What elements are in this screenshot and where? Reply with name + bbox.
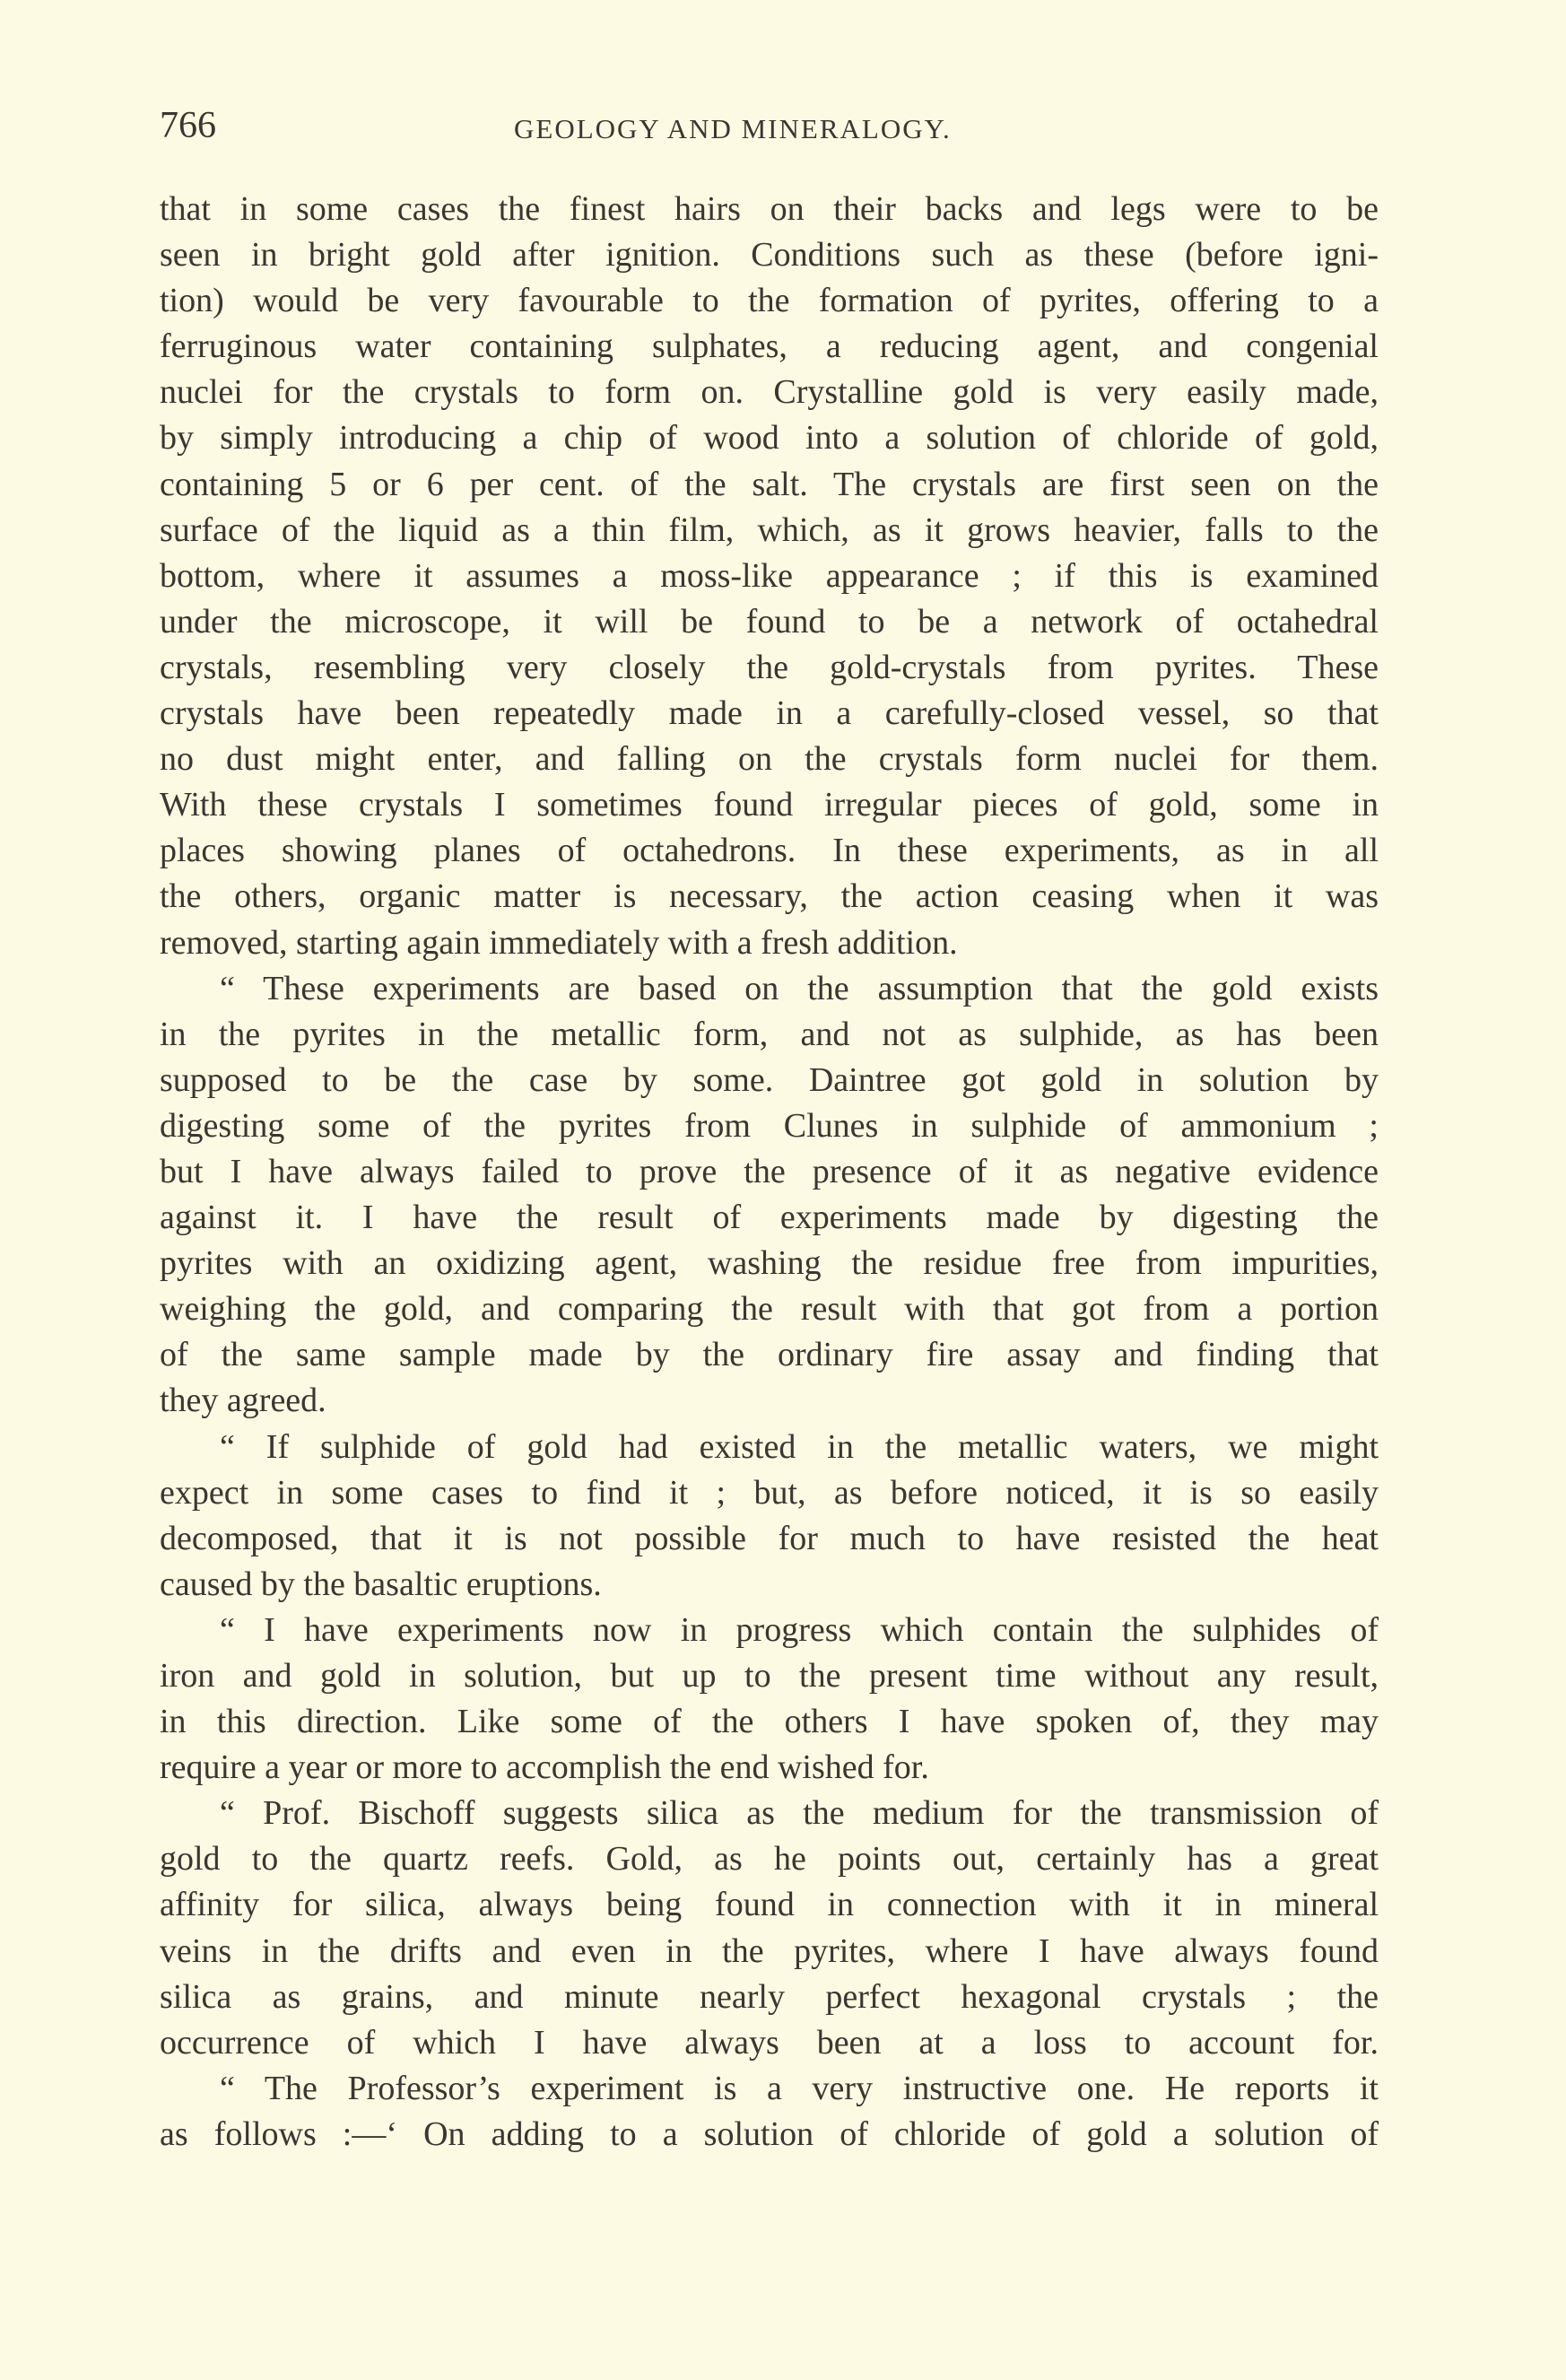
text-line: in this direction. Like some of the others I have spoken of, they may [160,1703,1379,1741]
text-line: they agreed. [160,1382,326,1420]
text-line: “ If sulphide of gold had existed in the metallic waters, we might [220,1427,1379,1466]
text-line: bottom, where it assumes a moss-like appearance ; if this is examined [160,556,1379,595]
text-line: crystals have been repeatedly made in a carefully-closed vessel, so that [160,694,1379,733]
page-number: 766 [160,105,216,146]
text-line: surface of the liquid as a thin film, which, as it grows heavier, falls to the [160,510,1379,549]
text-line: removed, starting again immediately with a fresh addition. [160,923,958,962]
text-line: against it. I have the result of experiments made by digesting the [160,1199,1379,1237]
text-line: tion) would be very favourable to the formation of pyrites, offering to a [160,282,1379,320]
text-line: places showing planes of octahedrons. In these experiments, as in all [160,832,1379,870]
text-line: nuclei for the crystals to form on. Crystalline gold is very easily made, [160,373,1379,412]
text-line: digesting some of the pyrites from Clunes in sulphide of ammonium ; [160,1106,1379,1145]
text-line: silica as grains, and minute nearly perfect hexagonal crystals ; the [160,1977,1379,2016]
text-line: ferruginous water containing sulphates, a reducing agent, and congenial [160,327,1379,366]
text-line: under the microscope, it will be found to be a network of octahedral [160,602,1379,641]
text-line: in the pyrites in the metallic form, and not as sulphide, as has been [160,1015,1379,1053]
text-line: by simply introducing a chip of wood into a solution of chloride of gold, [160,419,1379,458]
text-line: With these crystals I sometimes found irregular pieces of gold, some in [160,786,1379,824]
text-line: occurrence of which I have always been at a loss to account for. [160,2023,1379,2062]
text-line: iron and gold in solution, but up to the present time without any result, [160,1657,1379,1695]
text-line: “ The Professor’s experiment is a very instructive one. He reports it [220,2069,1379,2107]
text-line: but I have always failed to prove the presence of it as negative evidence [160,1152,1379,1190]
text-line: containing 5 or 6 per cent. of the salt. The crystals are first seen on the [160,465,1379,503]
text-line: “ Prof. Bischoff suggests silica as the medium for the transmission of [220,1794,1379,1833]
text-line: expect in some cases to find it ; but, as before noticed, it is so easily [160,1473,1379,1512]
text-line: pyrites with an oxidizing agent, washing the residue free from impurities, [160,1244,1379,1283]
text-line: the others, organic matter is necessary, the action ceasing when it was [160,877,1379,916]
text-line: as follows :—‘ On adding to a solution of chloride of gold a solution of [160,2114,1379,2153]
text-line: crystals, resembling very closely the gold-crystals from pyrites. These [160,648,1379,686]
text-line: weighing the gold, and comparing the result with that got from a portion [160,1290,1379,1329]
text-line: of the same sample made by the ordinary fire assay and finding that [160,1336,1379,1374]
text-line: veins in the drifts and even in the pyrites, where I have always found [160,1931,1379,1970]
text-line: require a year or more to accomplish the end wished for. [160,1748,929,1787]
text-line: affinity for silica, always being found in connection with it in mineral [160,1886,1379,1924]
text-line: that in some cases the finest hairs on their backs and legs were to be [160,190,1379,228]
text-line: “ I have experiments now in progress which contain the sulphides of [220,1610,1379,1649]
text-line: gold to the quartz reefs. Gold, as he points out, certainly has a great [160,1840,1379,1879]
body-text [160,187,1379,2158]
text-line: supposed to be the case by some. Daintree got gold in solution by [160,1060,1379,1099]
text-line: decomposed, that it is not possible for much to have resisted the heat [160,1519,1379,1557]
page-header [160,100,1379,151]
text-line: seen in bright gold after ignition. Conditions such as these (before igni- [160,236,1379,275]
text-line: “ These experiments are based on the assumption that the gold exists [220,969,1379,1007]
running-title: GEOLOGY AND MINERALOGY. [514,113,952,144]
text-line: caused by the basaltic eruptions. [160,1565,602,1603]
text-line: no dust might enter, and falling on the crystals form nuclei for them. [160,740,1379,779]
